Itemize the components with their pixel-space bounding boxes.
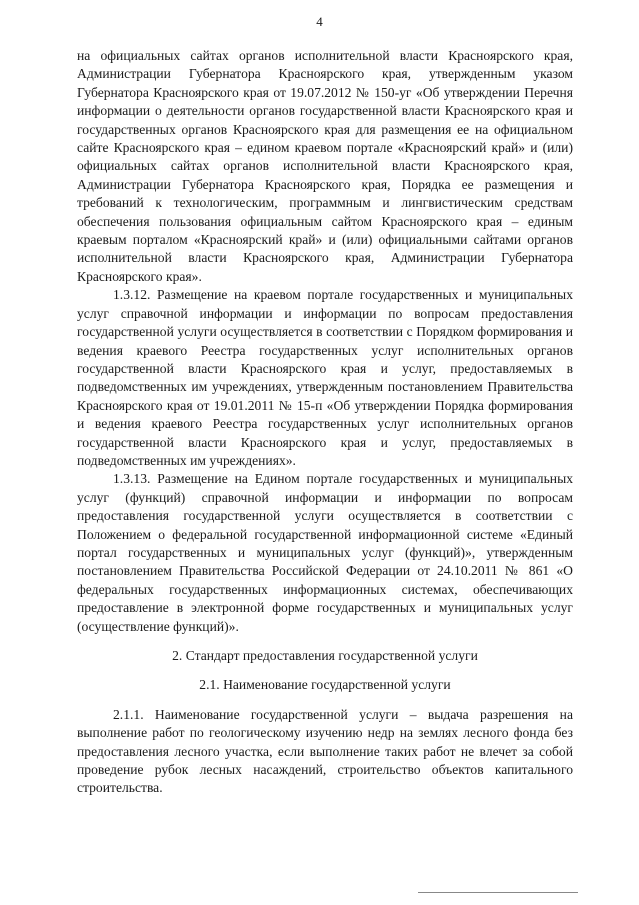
page-number: 4 bbox=[316, 14, 323, 29]
document-body bbox=[77, 47, 573, 798]
footer-rule bbox=[418, 892, 578, 893]
section-heading: 2. Стандарт предоставления государственной услуги bbox=[172, 648, 478, 663]
paragraph-continuation: на официальных сайтах органов исполнительной власти Красноярского края, Администрации Губернатора Красноярского края, утвержденным указом Губернатора Красноярского края от 19.07.2012 № 150-уг «Об утверждении Перечня информации о деятельности органов государственной власти Красноярского края и государственных органов Красноярского края для размещения ее на официальном сайте Красноярского края – едином краевом портале «Красноярский край» и (или) официальных сайтах органов исполнительной власти Красноярского края, Администрации Губернатора Красноярского края, Порядка ее размещения и требований к технологическим, программным и лингвистическим средствам обеспечения пользования официальным сайтом Красноярского края – единым краевым порталом «Красноярский край» и (или) официальными сайтами органов исполнительной власти Красноярского края, Администрации Губернатора Красноярского края». bbox=[77, 48, 573, 284]
subsection-heading: 2.1. Наименование государственной услуги bbox=[199, 677, 451, 693]
paragraph-2-1-1: 2.1.1. Наименование государственной услуги – выдача разрешения на выполнение работ по геологическому изучению недр на землях лесного фонда без предоставления лесного участка, если выполнение таких работ не влечет за собой проведение рубок лесных насаждений, строительство объектов капитального строительства. bbox=[77, 706, 573, 796]
paragraph-1-3-12: 1.3.12. Размещение на краевом портале государственных и муниципальных услуг справочной информации и информации по вопросам предоставления государственной услуги осуществляется в соответствии с Порядком формирования и ведения краевого Реестра государственных услуг исполнительных органов государственной власти Красноярского края и услуг, предоставляемых в подведомственных им учреждениях, утвержденным постановлением Правительства Красноярского края от 19.01.2011 № 15-п «Об утверждении Порядка формирования и ведения краевого Реестра государственных услуг исполнительных органов государственной власти Красноярского края и услуг, предоставляемых в подведомственных им учреждениях». bbox=[77, 287, 573, 468]
paragraph-1-3-13: 1.3.13. Размещение на Едином портале государственных и муниципальных услуг (функций) справочной информации и информации по вопросам предоставления государственной услуги осуществляется в соответствии с Положением о федеральной государственной информационной системе «Единый портал государственных и муниципальных услуг (функций)», утвержденным постановлением Правительства Российской Федерации от 24.10.2011 № 861 «О федеральных государственных информационных системах, обеспечивающих предоставление в электронной форме государственных и муниципальных услуг (осуществление функций)». bbox=[77, 471, 573, 634]
